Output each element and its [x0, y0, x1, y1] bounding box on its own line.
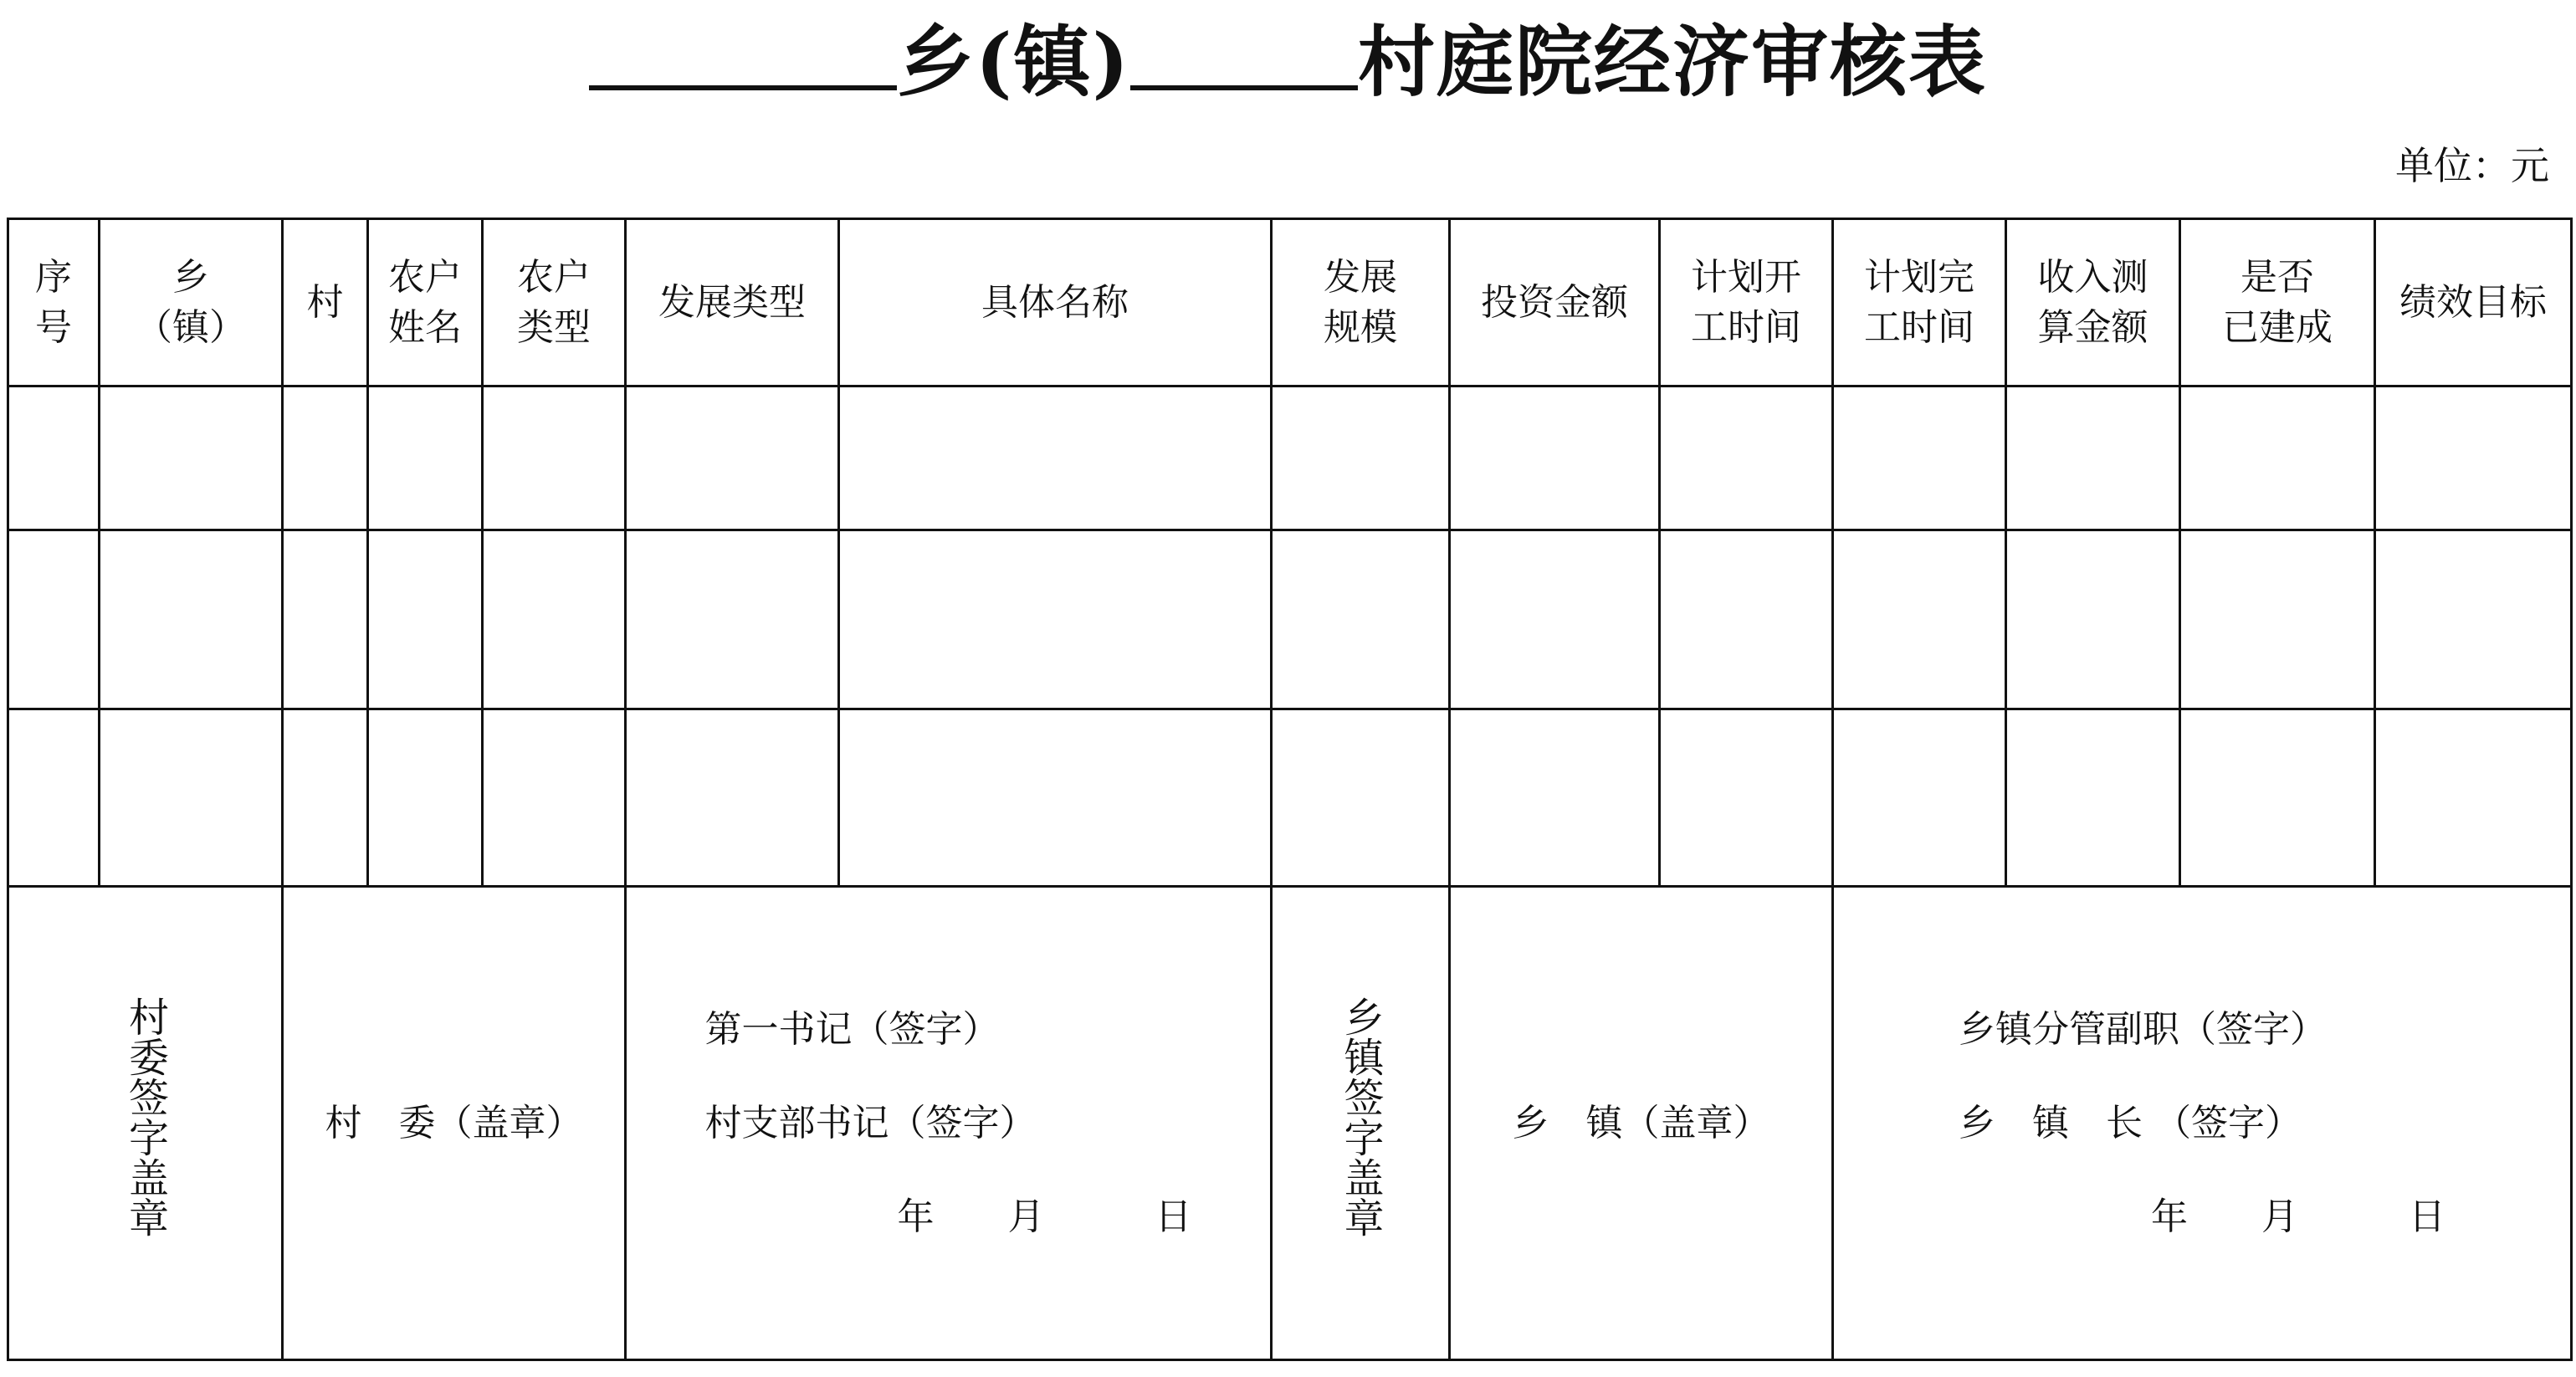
village-blank[interactable]: [1130, 12, 1358, 90]
table-cell[interactable]: [1450, 530, 1660, 709]
table-row: [8, 709, 2572, 887]
table-cell[interactable]: [2006, 530, 2180, 709]
header-performance-goal: 绩效目标: [2375, 219, 2572, 386]
table-cell[interactable]: [626, 709, 839, 887]
table-cell[interactable]: [368, 709, 483, 887]
table-cell[interactable]: [1833, 530, 2006, 709]
town-signature-label-cell: [1272, 887, 1450, 1360]
table-cell[interactable]: [839, 709, 1272, 887]
table-cell[interactable]: [2006, 709, 2180, 887]
header-planned-finish: 计划完 工时间: [1833, 219, 2006, 386]
header-specific-name: 具体名称: [839, 219, 1272, 386]
table-header-row: [8, 219, 2572, 386]
header-farmer-name: 农户 姓名: [368, 219, 483, 386]
header-investment: 投资金额: [1450, 219, 1660, 386]
table-cell[interactable]: [2180, 386, 2375, 530]
village-signers: [705, 983, 1192, 1264]
township-blank[interactable]: [589, 12, 897, 90]
header-completed: 是否 已建成: [2180, 219, 2375, 386]
branch-secretary-signature-label: 村支部书记（签字）: [704, 1101, 1037, 1144]
table-cell[interactable]: [626, 386, 839, 530]
review-table: [7, 218, 2573, 1361]
table-cell[interactable]: [2375, 709, 2572, 887]
table-cell[interactable]: [1450, 386, 1660, 530]
table-cell[interactable]: [8, 709, 100, 887]
title-part-township: 乡(镇): [896, 17, 1131, 107]
table-cell[interactable]: [2180, 709, 2375, 887]
signature-row: [8, 887, 2572, 1360]
town-date-label: 年 月 日: [2151, 1195, 2445, 1238]
table-cell[interactable]: [1660, 386, 1833, 530]
header-township: 乡 （镇）: [100, 219, 283, 386]
table-cell[interactable]: [2375, 386, 2572, 530]
table-cell[interactable]: [2180, 530, 2375, 709]
town-head-signature-label: 乡 镇 长 （签字）: [1959, 1101, 2302, 1144]
unit-label: 单位：元: [2395, 143, 2549, 188]
header-income-estimate: 收入测 算金额: [2006, 219, 2180, 386]
table-cell[interactable]: [8, 386, 100, 530]
header-planned-start: 计划开 工时间: [1660, 219, 1833, 386]
table-cell[interactable]: [1272, 386, 1450, 530]
form-title: [0, 12, 2576, 112]
table-cell[interactable]: [100, 386, 283, 530]
table-cell[interactable]: [2006, 386, 2180, 530]
table-cell[interactable]: [1450, 709, 1660, 887]
table-cell[interactable]: [483, 530, 626, 709]
village-date-label: 年 月 日: [897, 1195, 1192, 1238]
table-cell[interactable]: [283, 386, 368, 530]
table-cell[interactable]: [368, 530, 483, 709]
table-cell[interactable]: [626, 530, 839, 709]
table-cell[interactable]: [368, 386, 483, 530]
village-signature-label: 村委签字盖章: [121, 996, 169, 1237]
table-cell[interactable]: [1272, 709, 1450, 887]
title-part-main: 村庭院经济审核表: [1358, 17, 1988, 107]
village-signers-cell[interactable]: [626, 887, 1272, 1360]
header-serial-number: 序 号: [8, 219, 100, 386]
table-cell[interactable]: [839, 530, 1272, 709]
table-cell[interactable]: [1660, 709, 1833, 887]
table-cell[interactable]: [1833, 709, 2006, 887]
header-farmer-type: 农户 类型: [483, 219, 626, 386]
table-row: [8, 530, 2572, 709]
header-village: 村: [283, 219, 368, 386]
village-stamp-label: 村 委（盖章）: [325, 1101, 583, 1144]
table-cell[interactable]: [839, 386, 1272, 530]
table-cell[interactable]: [1272, 530, 1450, 709]
header-development-type: 发展类型: [626, 219, 839, 386]
table-cell[interactable]: [1660, 530, 1833, 709]
table-cell[interactable]: [283, 530, 368, 709]
deputy-head-signature-label: 乡镇分管副职（签字）: [1959, 1007, 2327, 1051]
town-signature-label: 乡镇签字盖章: [1337, 996, 1384, 1237]
town-stamp-cell[interactable]: [1450, 887, 1833, 1360]
town-signers-cell[interactable]: [1833, 887, 2572, 1360]
table-row: [8, 386, 2572, 530]
village-stamp-cell[interactable]: [283, 887, 626, 1360]
table-cell[interactable]: [100, 709, 283, 887]
table-cell[interactable]: [283, 709, 368, 887]
header-scale: 发展 规模: [1272, 219, 1450, 386]
table-cell[interactable]: [2375, 530, 2572, 709]
table-cell[interactable]: [483, 709, 626, 887]
first-secretary-signature-label: 第一书记（签字）: [704, 1007, 1000, 1051]
table-cell[interactable]: [1833, 386, 2006, 530]
town-stamp-label: 乡 镇（盖章）: [1512, 1101, 1770, 1144]
table-cell[interactable]: [8, 530, 100, 709]
village-signature-label-cell: [8, 887, 283, 1360]
table-cell[interactable]: [483, 386, 626, 530]
table-cell[interactable]: [100, 530, 283, 709]
town-signers: [1959, 983, 2445, 1264]
